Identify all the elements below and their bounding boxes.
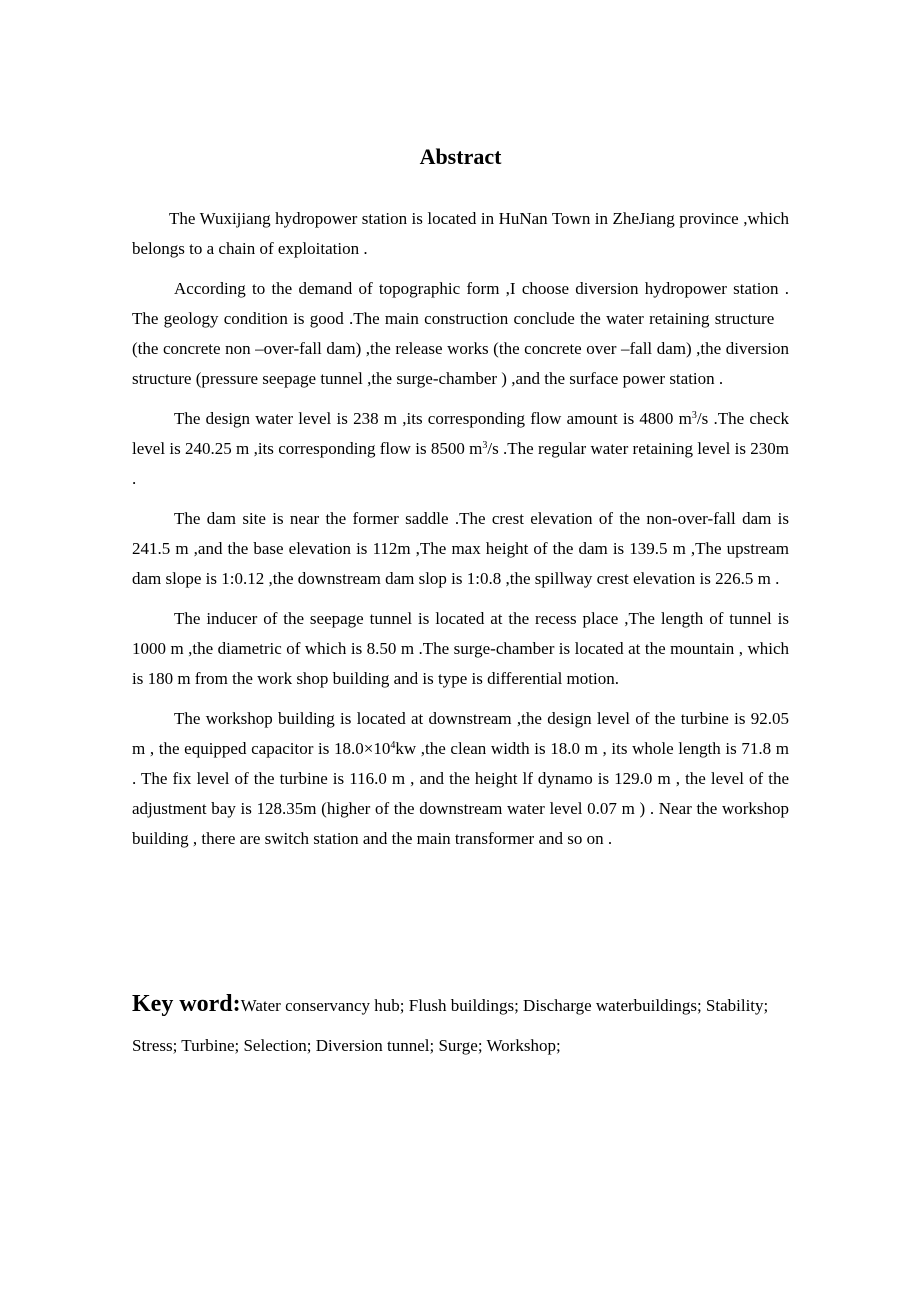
keywords-text: Water conservancy hub; Flush buildings; Discharge waterbuildings; Stability; Stress; Turbine; Selection; Diversion tunnel; Surge; Workshop; (132, 996, 769, 1055)
paragraph-text: The Wuxijiang hydropower station is located in HuNan Town in ZheJiang province ,which belongs to a chain of exploitation . (132, 209, 789, 258)
paragraph (132, 504, 789, 594)
paragraph-text: /s .The check level is 240.25 m ,its corresponding flow is 8500 m (132, 409, 789, 458)
paragraph (132, 204, 789, 264)
superscript: 3 (482, 440, 488, 451)
paragraph-text: The inducer of the seepage tunnel is located at the recess place ,The length of tunnel is 1000 m ,the diametric of which is 8.50 m .The surge-chamber is located at the mountain , which is 180 m from the work shop building and is type is differential motion. (132, 609, 789, 688)
paragraph (132, 274, 789, 394)
paragraph-text: The dam site is near the former saddle .The crest elevation of the non-over-fall dam is 241.5 m ,and the base elevation is 112m ,The max height of the dam is 139.5 m ,The upstream dam slope is 1:0.12 ,the downstream dam slop is 1:0.8 ,the spillway crest elevation is 226.5 m . (132, 509, 789, 588)
paragraph (132, 704, 789, 854)
paragraph-text: kw ,the clean width is 18.0 m , its whole length is 71.8 m . The fix level of the turbine is 116.0 m , and the height lf dynamo is 129.0 m , the level of the adjustment bay is 128.35m (higher of the downstream water level 0.07 m ) . Near the workshop building , there are switch station and the main transformer and so on . (132, 739, 789, 848)
paragraph (132, 404, 789, 494)
superscript: 3 (691, 410, 697, 421)
abstract-title: Abstract (419, 144, 502, 169)
paragraph (132, 604, 789, 694)
paragraph-text: /s .The regular water retaining level is 230m . (132, 439, 789, 488)
abstract-body (132, 204, 789, 864)
keywords (132, 984, 789, 1066)
paragraph-text: The workshop building is located at downstream ,the design level of the turbine is 92.05 m , the equipped capacitor is 18.0×10 (132, 709, 789, 758)
superscript: 4 (390, 740, 396, 751)
keywords-label: Key word: (132, 991, 241, 1017)
paragraph-text: The design water level is 238 m ,its corresponding flow amount is 4800 m (174, 409, 692, 428)
paragraph-text: According to the demand of topographic form ,I choose diversion hydropower station . The geology condition is good .The main construction conclude the water retaining structure (the concrete non –over-fall dam) ,the release works (the concrete over –fall dam) ,the diversion structure (pressure seepage tunnel ,the surge-chamber ) ,and the surface power station . (132, 279, 789, 388)
